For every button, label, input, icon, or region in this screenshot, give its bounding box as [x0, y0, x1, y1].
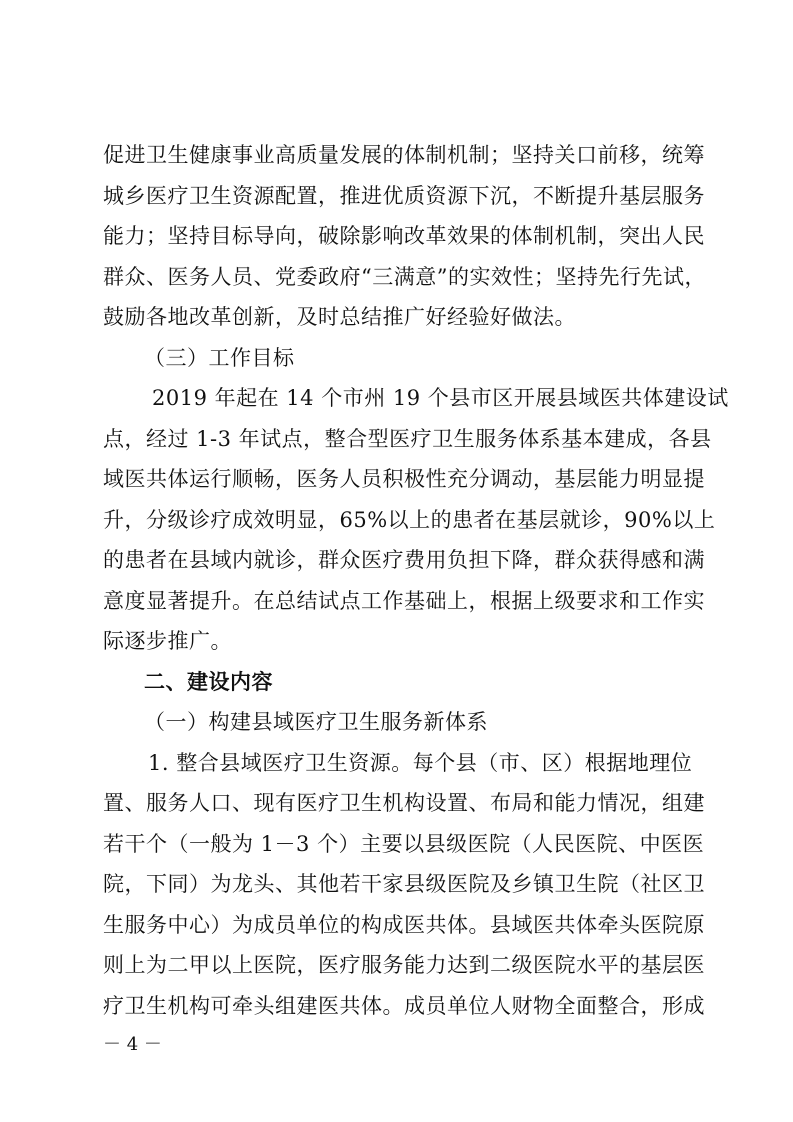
paragraph-line: 鼓励各地改革创新，及时总结推广好经验好做法。 [103, 305, 576, 329]
paragraph-line: 置、服务人口、现有医疗卫生机构设置、布局和能力情况，组建 [103, 791, 705, 815]
paragraph-line: 域医共体运行顺畅，医务人员积极性充分调动，基层能力明显提 [103, 467, 705, 491]
paragraph-line: 升，分级诊疗成效明显，65%以上的患者在基层就诊，90%以上 [103, 507, 716, 532]
section-heading: （三）工作目标 [144, 345, 295, 370]
paragraph-line: 若干个（一般为 1－3 个）主要以县级医院（人民医院、中医医 [103, 831, 705, 856]
paragraph-line: 则上为二甲以上医院，医疗服务能力达到二级医院水平的基层医 [103, 953, 705, 977]
paragraph-line: 意度显著提升。在总结试点工作基础上，根据上级要求和工作实 [103, 588, 705, 613]
paragraph-line: 2019 年起在 14 个市州 19 个县市区开展县域医共体建设试 [152, 386, 729, 410]
paragraph-line: 生服务中心）为成员单位的构成医共体。县域医共体牵头医院原 [103, 912, 705, 937]
paragraph-line: 1. 整合县域医疗卫生资源。每个县（市、区）根据地理位 [148, 750, 693, 775]
paragraph-line: 际逐步推广。 [103, 629, 232, 653]
paragraph-line: 能力；坚持目标导向，破除影响改革效果的体制机制，突出人民 [103, 224, 705, 248]
chapter-heading: 二、建设内容 [144, 669, 273, 694]
paragraph-line: 院，下同）为龙头、其他若干家县级医院及乡镇卫生院（社区卫 [103, 872, 705, 896]
page-number: － 4 － [103, 1034, 162, 1055]
section-heading: （一）构建县域医疗卫生服务新体系 [144, 710, 488, 734]
paragraph-line: 群众、医务人员、党委政府“三满意”的实效性；坚持先行先试， [103, 264, 706, 289]
paragraph-line: 城乡医疗卫生资源配置，推进优质资源下沉，不断提升基层服务 [103, 183, 705, 208]
paragraph-line: 促进卫生健康事业高质量发展的体制机制；坚持关口前移，统筹 [103, 143, 705, 167]
paragraph-line: 疗卫生机构可牵头组建医共体。成员单位人财物全面整合，形成 [103, 993, 705, 1018]
paragraph-line: 的患者在县域内就诊，群众医疗费用负担下降，群众获得感和满 [103, 548, 705, 572]
paragraph-line: 点，经过 1-3 年试点，整合型医疗卫生服务体系基本建成，各县 [103, 426, 712, 451]
